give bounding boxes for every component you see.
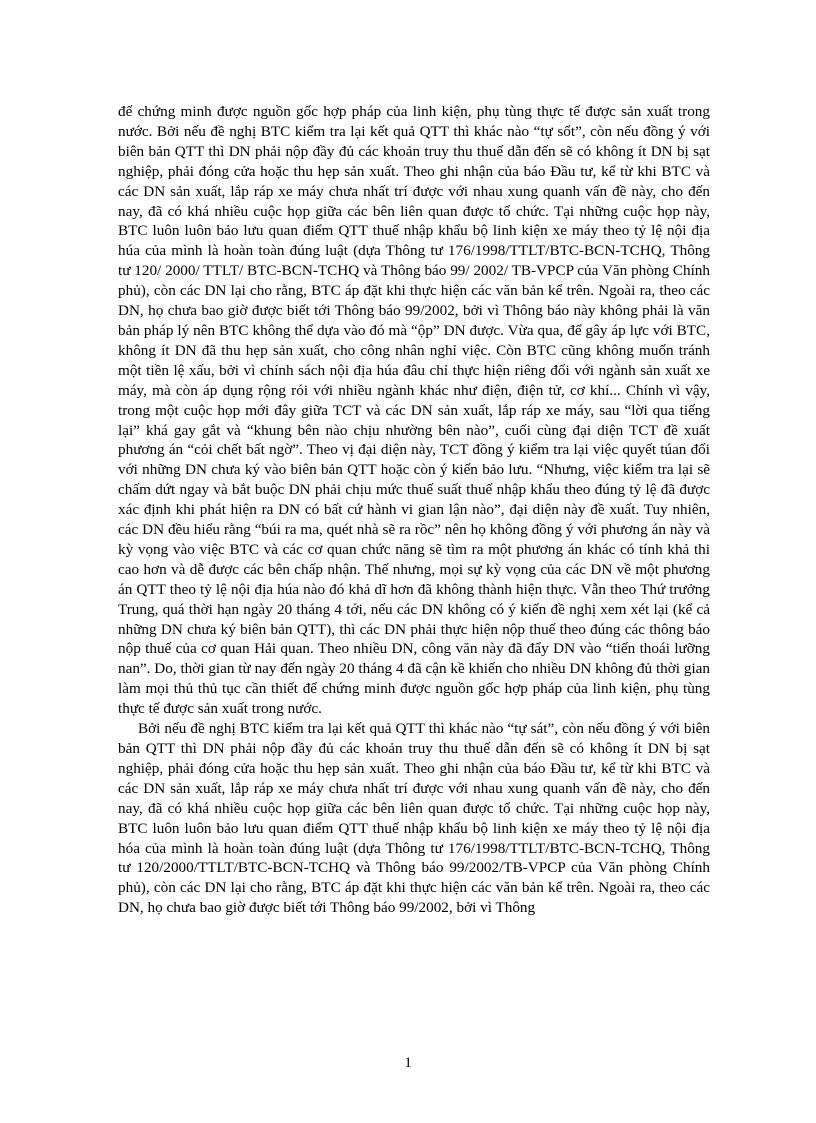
- body-text: [118, 102, 710, 918]
- page-number: 1: [404, 1054, 412, 1071]
- paragraph-continued: để chứng minh được nguồn gốc hợp pháp của linh kiện, phụ tùng thực tế được sản xuất trong nước. Bởi nếu đề nghị BTC kiểm tra lại kết quả QTT thì khác nào “tự sổt”, còn nếu đồng ý với biên bản QTT thì DN phải nộp đầy đủ các khoản truy thu thuế dẫn đến sẽ có không ít DN bị sạt nghiệp, phải đóng cửa hoặc thu hẹp sản xuất. Theo ghi nhận của báo Đầu tư, kể từ khi BTC và các DN sản xuất, lắp ráp xe máy chưa nhất trí được với nhau xung quanh vấn đề này, cho đến nay, đã có khá nhiều cuộc họp giữa các bên liên quan được tổ chức. Tại những cuộc họp này, BTC luôn luôn bảo lưu quan điểm QTT thuế nhập khẩu bộ linh kiện xe máy theo tỷ lệ nội địa húa của mình là hoàn toàn đúng luật (dựa Thông tư 176/1998/TTLT/BTC-BCN-TCHQ, Thông tư 120/ 2000/ TTLT/ BTC-BCN-TCHQ và Thông báo 99/ 2002/ TB-VPCP của Văn phòng Chính phủ), còn các DN lại cho rằng, BTC áp đặt khi thực hiện các văn bản kể trên. Ngoài ra, theo các DN, họ chưa bao giờ được biết tới Thông báo 99/2002, bởi vì Thông báo này không phải là văn bản pháp lý nên BTC không thể dựa vào đó mà “ộp” DN được. Vừa qua, để gây áp lực với BTC, không ít DN đã thu hẹp sản xuất, cho công nhân nghỉ việc. Còn BTC cũng không muốn tránh một tiền lệ xấu, bởi vì chính sách nội địa húa đâu chỉ thực hiện riêng đối với ngành sản xuất xe máy, mà còn áp dụng rộng rói với nhiều ngành khác như điện, điện tử, cơ khí... Chính vì vậy, trong một cuộc họp mới đây giữa TCT và các DN sản xuất, lắp ráp xe máy, sau “lời qua tiếng lại” khá gay gắt và “khung bên nào chịu nhường bên nào”, cuối cùng đại diện TCT đề xuất phương án “cỏi chết bất ngờ”. Theo vị đại diện này, TCT đồng ý kiểm tra lại việc quyết túan đối với những DN chưa ký vào biên bản QTT hoặc còn ý kiến bảo lưu. “Nhưng, việc kiểm tra lại sẽ chấm dứt ngay và bắt buộc DN phải chịu mức thuế suất thuế nhập khẩu theo đúng tỷ lệ đã được xác định khi phát hiện ra DN có bất cứ hành vi gian lận nào”, đại diện này đề xuất. Tuy nhiên, các DN đều hiểu rằng “búi ra ma, quét nhà sẽ ra rồc” nên họ không đồng ý với phương án này và kỳ vọng vào việc BTC và các cơ quan chức năng sẽ tìm ra một phương án khác có tính khả thi cao hơn và dễ được các bên chấp nhận. Thế nhưng, mọi sự kỳ vọng của các DN về một phương án QTT theo tỷ lệ nội địa húa nào đó khả dĩ hơn đã không thành hiện thực. Vẫn theo Thứ trưởng Trung, quá thời hạn ngày 20 tháng 4 tới, nếu các DN không có ý kiến đề nghị xem xét lại (kể cả những DN chưa ký biên bản QTT), thì các DN phải thực hiện nộp thuế theo đúng các thông báo nộp thuế của cơ quan Hải quan. Theo nhiều DN, công văn này đã đẩy DN vào “tiến thoái lưỡng nan”. Do, thời gian từ nay đến ngày 20 tháng 4 đã cận kề khiến cho nhiều DN không đủ thời gian làm mọi thủ thủ tục cần thiết để chứng minh được nguồn gốc hợp pháp của linh kiện, phụ tùng thực tế được sản xuất trong nước.: [118, 103, 710, 718]
- paragraph: Bởi nếu đề nghị BTC kiểm tra lại kết quả QTT thì khác nào “tự sát”, còn nếu đồng ý với biên bản QTT thì DN phải nộp đầy đủ các khoản truy thu thuế dẫn đến sẽ có không ít DN bị sạt nghiệp, phải đóng cửa hoặc thu hẹp sản xuất. Theo ghi nhận của báo Đầu tư, kể từ khi BTC và các DN sản xuất, lắp ráp xe máy chưa nhất trí được với nhau xung quanh vấn đề này, cho đến nay, đã có khá nhiều cuộc họp giữa các bên liên quan được tổ chức. Tại những cuộc họp này, BTC luôn luôn bảo lưu quan điểm QTT thuế nhập khẩu bộ linh kiện xe máy theo tỷ lệ nội địa hóa của mình là hoàn toàn đúng luật (dựa Thông tư 176/1998/TTLT/BTC-BCN-TCHQ, Thông tư 120/2000/TTLT/BTC-BCN-TCHQ và Thông báo 99/2002/TB-VPCP của Văn phòng Chính phủ), còn các DN lại cho rằng, BTC áp đặt khi thực hiện các văn bản kể trên. Ngoài ra, theo các DN, họ chưa bao giờ được biết tới Thông báo 99/2002, bởi vì Thông: [118, 720, 710, 917]
